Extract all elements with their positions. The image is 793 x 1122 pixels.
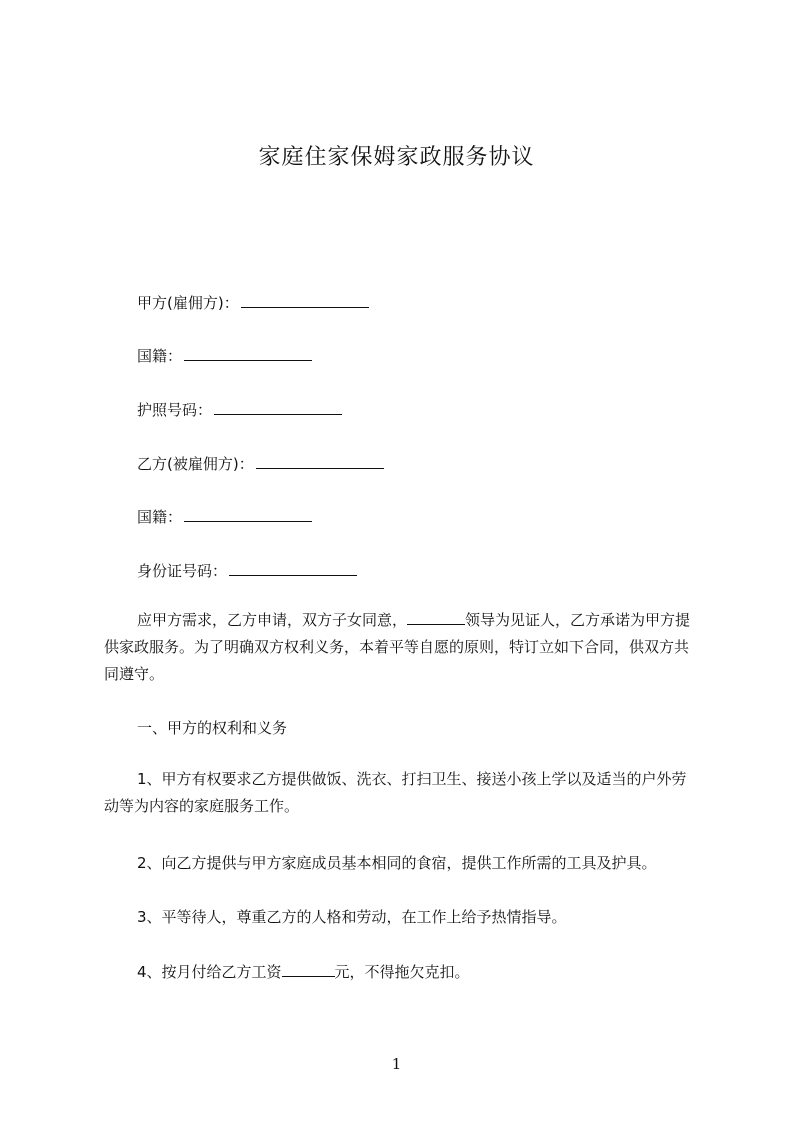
party-b-field (137, 453, 384, 474)
section-1-item-1: 1、甲方有权要求乙方提供做饭、洗衣、打扫卫生、接送小孩上学以及适当的户外劳动等为内容的家庭服务工作。 (104, 770, 687, 815)
id-number-label: 身份证号码： (137, 562, 228, 580)
party-b-nationality-field (137, 506, 312, 527)
passport-number-label: 护照号码： (137, 401, 213, 419)
party-a-nationality-label: 国籍： (137, 347, 183, 365)
section-1-heading: 一、甲方的权利和义务 (137, 719, 288, 737)
item-4-text-b: 元，不得拖欠克扣。 (334, 963, 470, 981)
party-a-nationality-blank (184, 346, 312, 361)
party-a-nationality-field (137, 345, 312, 366)
document-title: 家庭住家保姆家政服务协议 (258, 145, 535, 170)
party-b-blank (256, 454, 384, 469)
party-a-blank (241, 293, 369, 308)
party-b-label: 乙方(被雇佣方)： (137, 455, 254, 473)
salary-blank (282, 962, 335, 977)
passport-number-field (137, 399, 342, 420)
witness-blank (407, 610, 465, 625)
section-1-item-2: 2、向乙方提供与甲方家庭成员基本相同的食宿，提供工作所需的工具及护具。 (137, 854, 657, 872)
intro-paragraph (104, 607, 694, 688)
id-number-blank (229, 561, 357, 576)
item-4-text-a: 4、按月付给乙方工资 (137, 963, 282, 981)
section-1-item-3: 3、平等待人，尊重乙方的人格和劳动，在工作上给予热情指导。 (137, 908, 567, 926)
party-b-nationality-label: 国籍： (137, 508, 183, 526)
party-b-nationality-blank (184, 507, 312, 522)
intro-text-part2: 领导为见证人，乙方承诺为甲方提供家政服务。为了明确双方权利义务，本着平等自愿的原则，特订立如下合同，供双方共同遵守。 (104, 611, 691, 683)
party-a-label: 甲方(雇佣方)： (137, 294, 239, 312)
section-1-item-4 (137, 961, 470, 982)
page-number: 1 (391, 1055, 402, 1073)
passport-number-blank (214, 400, 342, 415)
id-number-field (137, 560, 357, 581)
intro-text-part1: 应甲方需求，乙方申请，双方子女同意， (137, 611, 408, 629)
party-a-field (137, 292, 369, 313)
